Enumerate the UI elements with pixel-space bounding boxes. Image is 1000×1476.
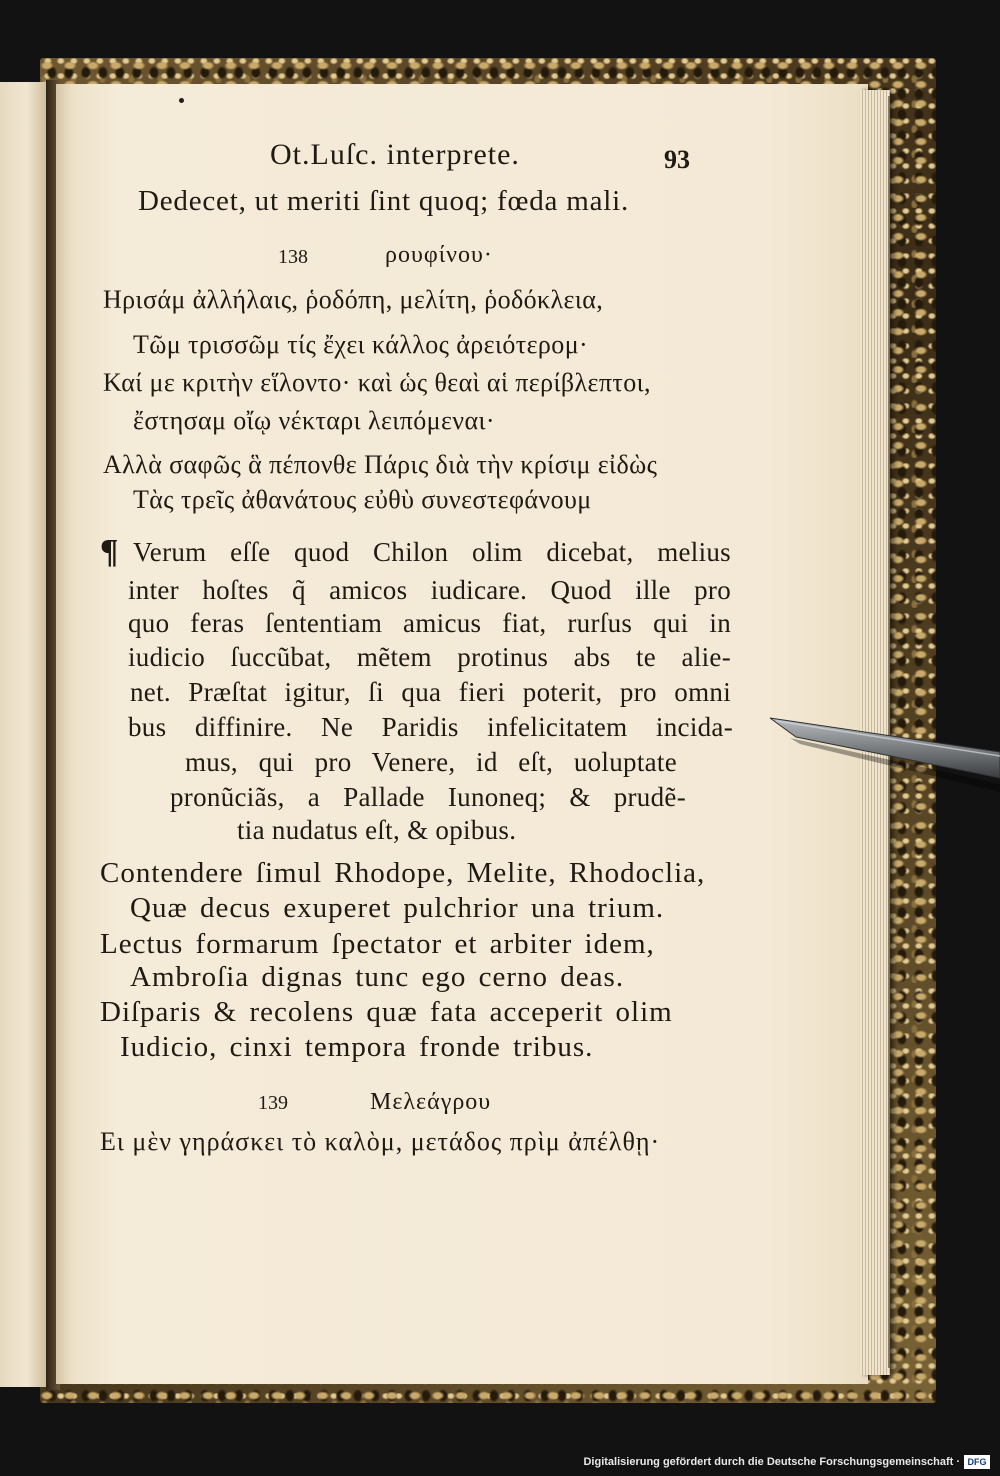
digitization-credit: Digitalisierung gefördert durch die Deutsche Forschungsgemeinschaft ·	[583, 1456, 960, 1468]
epigram-author-139: Μελεάγρου	[370, 1089, 492, 1115]
commentary-line: iudicio ſuccũbat, mẽtem protinus abs te alie-	[128, 642, 731, 672]
epigram-author-138: ρουφίνου·	[385, 242, 493, 268]
greek-line: ἔστησαμ οἴῳ νέκταρι λειπόμεναι·	[133, 406, 495, 435]
commentary-line: net. Præſtat igitur, ſi qua fieri poterit, pro omni	[130, 677, 731, 707]
latin-verse-line: Contendere ſimul Rhodope, Melite, Rhodoclia,	[100, 857, 706, 889]
page-edge-shadow	[888, 96, 898, 1368]
latin-verse-line: Diſparis & recolens quæ fata acceperit olim	[100, 996, 673, 1028]
commentary-line: inter hoſtes q̃ amicos iudicare. Quod ille pro	[128, 575, 731, 605]
greek-line: Καί με κριτὴν εἵλοντο· καὶ ὡς θεαὶ αἱ περίβλεπτοι,	[103, 368, 651, 397]
commentary-line: pronũciãs, a Pallade Iunoneq; & prudẽ-	[170, 782, 686, 812]
previous-epigram-last-line: Dedecet, ut meriti ſint quoq; fœda mali.	[138, 185, 630, 217]
latin-verse-line: Lectus formarum ſpectator et arbiter idem,	[100, 928, 655, 960]
left-page-edge	[0, 82, 48, 1387]
commentary-line: quo feras ſententiam amicus fiat, rurſus qui in	[128, 608, 731, 638]
latin-verse-line: Iudicio, cinxi tempora fronde tribus.	[120, 1031, 594, 1063]
greek-line: Τῶμ τρισσῶμ τίς ἔχει κάλλος ἀρειότερομ·	[133, 330, 589, 359]
latin-verse-line: Ambroſia dignas tunc ego cerno deas.	[130, 961, 625, 993]
paragraph-mark: ¶	[100, 533, 119, 570]
ink-dot-mark	[179, 98, 184, 103]
greek-line: Ει μὲν γηράσκει τὸ καλὸμ, μετάδος πρὶμ ἀπέλθῃ·	[100, 1127, 661, 1156]
greek-line: Ηρισάμ ἀλλήλαις, ῥοδόπη, μελίτη, ῥοδόκλεια,	[103, 285, 604, 314]
commentary-line: mus, qui pro Venere, id eſt, uoluptate	[185, 747, 677, 777]
latin-verse-line: Quæ decus exuperet pulchrior una trium.	[130, 892, 665, 924]
page-number: 93	[664, 145, 690, 174]
commentary-line: Verum eſſe quod Chilon olim dicebat, melius	[133, 537, 731, 567]
epigram-number-138: 138	[278, 246, 308, 268]
page-fore-edge-stack	[860, 90, 890, 1375]
running-title: Ot.Luſc. interprete.	[270, 138, 520, 171]
commentary-line: tia nudatus eſt, & opibus.	[237, 815, 517, 845]
epigram-number-139: 139	[258, 1092, 288, 1114]
commentary-line: bus diffinire. Ne Paridis infelicitatem incida-	[128, 712, 733, 742]
greek-line: Τὰς τρεῖς ἀθανάτους εὐθὺ συνεστεφάνουμ	[133, 485, 592, 514]
greek-line: Αλλὰ σαφῶς ἃ πέπονθε Πάρις διὰ τὴν κρίσιμ εἰδὼς	[103, 450, 658, 479]
dfg-logo: DFG	[964, 1455, 990, 1469]
